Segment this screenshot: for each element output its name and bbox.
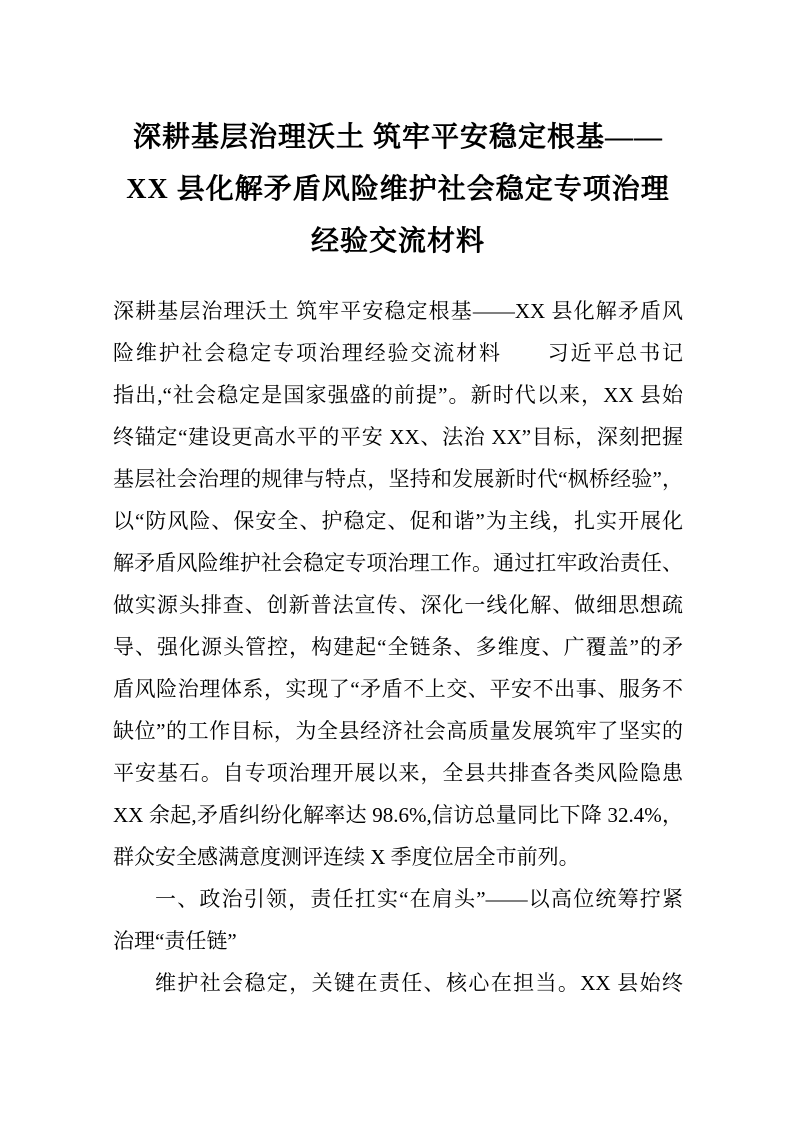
- text-line: 做实源头排查、创新普法宣传、深化一线化解、做细思想疏: [113, 593, 683, 617]
- text-line: 险维护社会稳定专项治理经验交流材料 习近平总书记: [113, 341, 683, 365]
- title-line-2: XX 县化解矛盾风险维护社会稳定专项治理: [126, 174, 670, 205]
- text-line: 基层社会治理的规律与特点，坚持和发展新时代“枫桥经验”，: [113, 467, 683, 491]
- text-line: 指出,“社会稳定是国家强盛的前提”。新时代以来，XX 县始: [113, 383, 683, 407]
- text-line: 缺位”的工作目标，为全县经济社会高质量发展筑牢了坚实的: [113, 719, 683, 743]
- text-line: 导、强化源头管控，构建起“全链条、多维度、广覆盖”的矛: [113, 635, 683, 659]
- paragraph-section-heading: [113, 878, 683, 962]
- title-line-1: 深耕基层治理沃土 筑牢平安稳定根基——: [132, 122, 663, 153]
- text-line: 终锚定“建设更高水平的平安 XX、法治 XX”目标，深刻把握: [113, 425, 683, 449]
- title-line-3: 经验交流材料: [310, 226, 485, 257]
- document-body: [113, 290, 683, 1004]
- text-line: 维护社会稳定，关键在责任、核心在担当。XX 县始终: [155, 971, 683, 995]
- document-title: [113, 112, 683, 268]
- paragraph-intro: [113, 290, 683, 878]
- text-line: 群众安全感满意度测评连续 X 季度位居全市前列。: [113, 845, 580, 869]
- text-line: 治理“责任链”: [113, 929, 237, 953]
- text-line: XX 余起,矛盾纠纷化解率达 98.6%,信访总量同比下降 32.4%，: [113, 803, 683, 827]
- text-line: 盾风险治理体系，实现了“矛盾不上交、平安不出事、服务不: [113, 677, 683, 701]
- text-line: 平安基石。自专项治理开展以来，全县共排查各类风险隐患: [113, 761, 683, 785]
- text-line: 一、政治引领，责任扛实“在肩头”——以高位统筹拧紧: [155, 887, 683, 911]
- text-line: 深耕基层治理沃土 筑牢平安稳定根基——XX 县化解矛盾风: [113, 299, 683, 323]
- paragraph-section-body: [113, 962, 683, 1004]
- text-line: 以“防风险、保安全、护稳定、促和谐”为主线，扎实开展化: [113, 509, 683, 533]
- text-line: 解矛盾风险维护社会稳定专项治理工作。通过扛牢政治责任、: [113, 551, 683, 575]
